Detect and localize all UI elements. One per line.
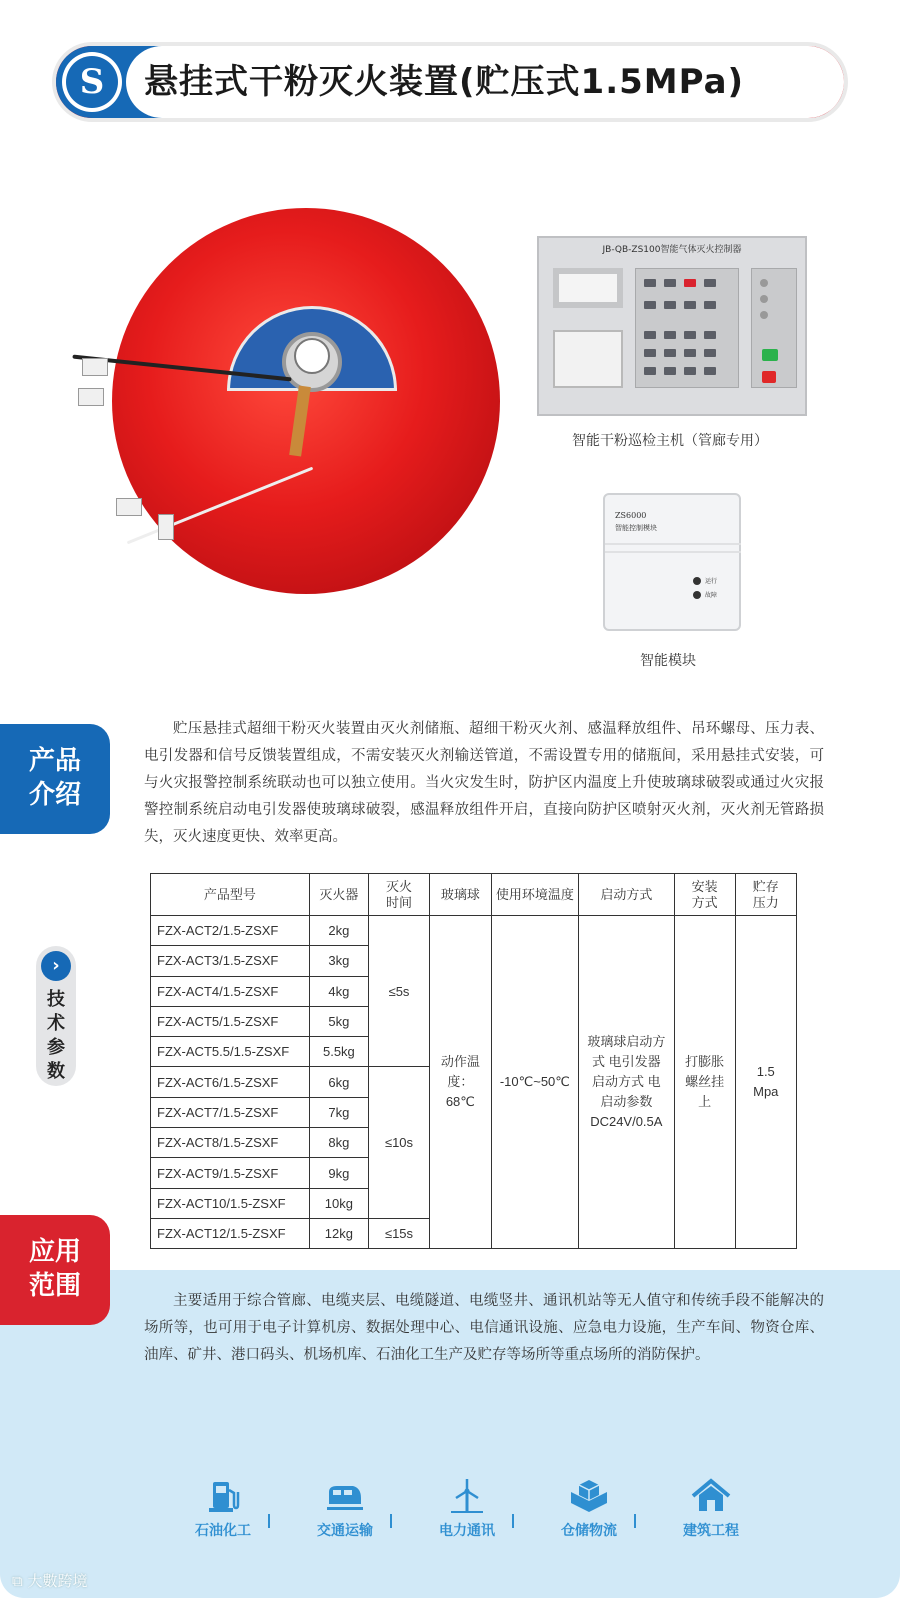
divider [634,1514,636,1528]
keypad-key [704,301,716,309]
env-temp-text: -10℃~50℃ [499,1074,570,1090]
industry-item [168,1478,278,1540]
module-name-text: 智能控制模块 [615,524,657,532]
model-cell: FZX-ACT12/1.5-ZSXF [151,1218,310,1248]
agent-cell: 4kg [309,976,368,1006]
keypad-key [684,279,696,287]
divider [512,1514,514,1528]
pressure-text: 1.5 Mpa [753,1064,779,1100]
keypad-key [684,349,696,357]
controller-keypad [635,268,739,388]
table-header-row [151,874,797,916]
start-mode-text: 玻璃球启动方式 电引发器启动方式 电启动参数DC24V/0.5A [587,1034,666,1130]
pressure-cell [735,916,796,1249]
module-groove [605,543,741,553]
module-fault-label: 故障 [705,592,718,599]
model-cell: FZX-ACT3/1.5-ZSXF [151,946,310,976]
time-cell: ≤5s [369,916,430,1067]
module-brand-text: ZS6000 [615,511,647,520]
divider [390,1514,392,1528]
boxes-icon [569,1478,609,1514]
industry-item [290,1478,400,1540]
link-icon: ⧉ [12,1572,28,1590]
industry-label: 建筑工程 [683,1523,739,1539]
section-label-apps [0,1215,110,1325]
section-label-apps-text: 应用范围 [28,1237,81,1301]
section-label-intro-text: 产品介绍 [28,746,81,810]
industry-item [412,1478,522,1540]
model-cell: FZX-ACT2/1.5-ZSXF [151,916,310,946]
train-icon [325,1478,365,1514]
watermark-text: 大數跨境 [27,1572,88,1590]
applications-paragraph: 主要适用于综合管廊、电缆夹层、电缆隧道、电缆竖井、通讯机站等无人值守和传统手段不能解决的场所等，也可用于电子计算机房、数据处理中心、电信通讯设施、应急电力设施，生产车间、物资仓库、油库、矿井、港口码头、机场机库、石油化工生产及贮存等场所等重点场所的消防保护。 [144,1293,824,1363]
model-cell: FZX-ACT5.5/1.5-ZSXF [151,1037,310,1067]
status-led [760,279,768,287]
col-header-glass: 玻璃球 [429,874,491,916]
controller-caption: 智能干粉巡检主机（管廊专用） [572,433,768,449]
col-header-model: 产品型号 [151,874,310,916]
agent-cell: 8kg [309,1128,368,1158]
col-header-start: 启动方式 [578,874,674,916]
col-header-temp: 使用环境温度 [491,874,578,916]
keypad-key [704,331,716,339]
model-cell: FZX-ACT6/1.5-ZSXF [151,1067,310,1097]
keypad-key [664,349,676,357]
keypad-key [644,279,656,287]
controller-image [537,236,807,416]
chevron-right-icon: › [41,951,71,981]
keypad-key [664,367,676,375]
trigger-wire [127,467,314,545]
extinguisher-image [112,208,500,594]
industry-icons [168,1478,768,1548]
keypad-key [644,331,656,339]
watermark [12,1570,88,1591]
brand-logo [62,52,122,112]
agent-cell: 2kg [309,916,368,946]
industry-label: 石油化工 [195,1523,251,1539]
agent-cell: 6kg [309,1067,368,1097]
time-cell: ≤15s [369,1218,430,1248]
keypad-key [684,301,696,309]
module-run-led [693,577,701,585]
page-title: 悬挂式干粉灭火装置(贮压式1.5MPa) [144,62,745,102]
module-image [603,493,741,631]
spec-table [150,873,797,1249]
wire-connector [158,514,174,540]
model-cell: FZX-ACT5/1.5-ZSXF [151,1006,310,1036]
industry-item [534,1478,644,1540]
module-caption: 智能模块 [640,653,696,669]
fuel-pump-icon [203,1478,243,1514]
controller-printer [553,330,623,388]
model-cell: FZX-ACT9/1.5-ZSXF [151,1158,310,1188]
time-cell: ≤10s [369,1067,430,1218]
industry-label: 交通运输 [317,1523,373,1539]
wire-connector [82,358,108,376]
keypad-key [644,301,656,309]
industry-item [656,1478,766,1540]
industry-label: 电力通讯 [439,1523,495,1539]
keypad-key [664,279,676,287]
install-mode-cell [674,916,735,1249]
agent-cell: 10kg [309,1188,368,1218]
section-label-tech-text: 技术参数 [47,989,65,1082]
valve-tube [289,386,311,457]
stop-button [762,371,776,383]
controller-status-panel [751,268,797,388]
keypad-key [664,331,676,339]
module-fault-led [693,591,701,599]
model-cell: FZX-ACT7/1.5-ZSXF [151,1097,310,1127]
keypad-key [664,301,676,309]
keypad-key [704,367,716,375]
agent-cell: 9kg [309,1158,368,1188]
controller-screen [553,268,623,308]
divider [268,1514,270,1528]
module-run-label: 运行 [705,578,718,585]
start-mode-cell [578,916,674,1249]
model-cell: FZX-ACT10/1.5-ZSXF [151,1188,310,1218]
header [56,46,844,118]
section-label-intro [0,724,110,834]
pressure-gauge [294,338,330,374]
keypad-key [644,349,656,357]
status-led [760,295,768,303]
section-label-tech [36,946,76,1086]
agent-cell: 5kg [309,1006,368,1036]
keypad-key [704,279,716,287]
status-led [760,311,768,319]
agent-cell: 12kg [309,1218,368,1248]
env-temp-cell [491,916,578,1249]
keypad-key [644,367,656,375]
controller-model-text: JB-QB-ZS100智能气体灭火控制器 [602,245,742,255]
col-header-agent: 灭火器 [309,874,368,916]
agent-cell: 7kg [309,1097,368,1127]
col-header-install: 安装方式 [674,874,735,916]
wire-connector [78,388,104,406]
model-cell: FZX-ACT4/1.5-ZSXF [151,976,310,1006]
col-header-time: 灭火时间 [369,874,430,916]
model-cell: FZX-ACT8/1.5-ZSXF [151,1128,310,1158]
col-header-pressure: 贮存压力 [735,874,796,916]
glass-ball-text: 动作温度：68℃ [440,1054,480,1110]
keypad-key [704,349,716,357]
wire-connector [116,498,142,516]
keypad-key [684,367,696,375]
agent-cell: 5.5kg [309,1037,368,1067]
install-mode-text: 打膨胀螺丝挂上 [685,1054,725,1110]
keypad-key [684,331,696,339]
wind-turbine-icon [447,1478,487,1514]
agent-cell: 3kg [309,946,368,976]
table-row [151,916,797,946]
brand-logo-mark: S [66,56,118,108]
intro-paragraph: 贮压悬挂式超细干粉灭火装置由灭火剂储瓶、超细干粉灭火剂、感温释放组件、吊环螺母、压力表、电引发器和信号反馈装置组成，不需安装灭火剂输送管道，不需设置专用的储瓶间，采用悬挂式安装，可与火灾报警控制系统联动也可以独立使用。当火灾发生时，防护区内温度上升使玻璃球破裂或通过火灾报警控制系统启动电引发器使玻璃球破裂，感温释放组件开启，直接向防护区喷射灭火剂，灭火剂无管路损失，灭火速度更快、效率更高。 [144,721,824,845]
glass-ball-cell [429,916,491,1249]
start-button [762,349,778,361]
house-icon [691,1478,731,1514]
industry-label: 仓储物流 [561,1523,617,1539]
